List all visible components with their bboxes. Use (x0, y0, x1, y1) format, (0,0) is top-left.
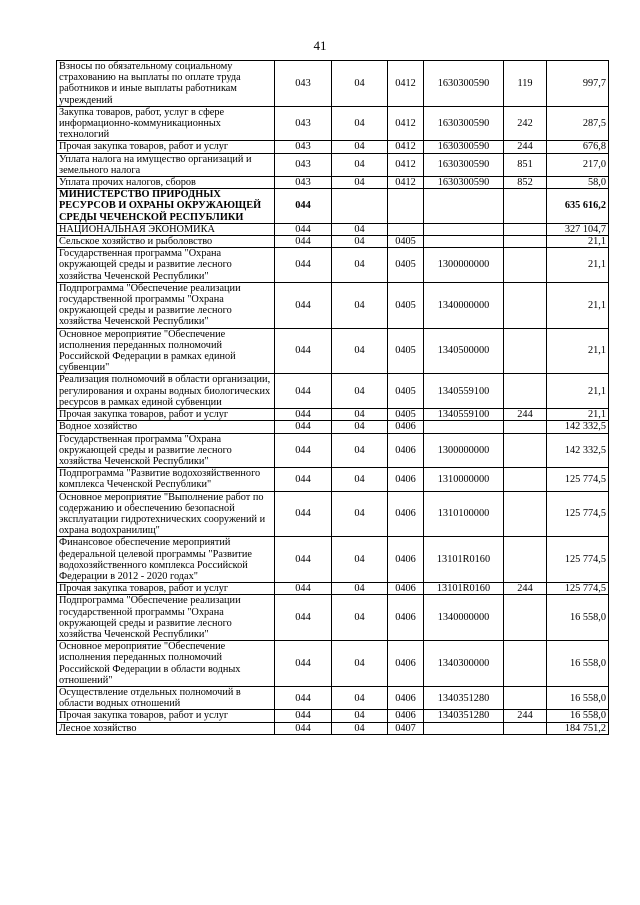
target-article-code: 1340000000 (424, 595, 504, 641)
subsection-code: 0405 (388, 236, 424, 248)
expense-type-code (504, 491, 547, 537)
expense-type-code (504, 641, 547, 687)
target-article-code: 1630300590 (424, 153, 504, 176)
target-article-code: 13101R0160 (424, 537, 504, 583)
section-code: 04 (332, 328, 388, 374)
row-name: Подпрограмма "Обеспечение реализации государственной программы "Охрана окружающей среды и развитие лесного хозяйства Чеченской Республики" (57, 595, 275, 641)
row-name: Подпрограмма "Развитие водохозяйственного комплекса Чеченской Республики" (57, 468, 275, 491)
expense-type-code: 852 (504, 177, 547, 189)
table-row (57, 236, 609, 248)
row-name: Осуществление отдельных полномочий в области водных отношений (57, 686, 275, 709)
section-code: 04 (332, 686, 388, 709)
expense-type-code: 119 (504, 61, 547, 107)
row-name: Сельское хозяйство и рыболовство (57, 236, 275, 248)
amount: 184 751,2 (547, 722, 609, 734)
table-row (57, 106, 609, 141)
target-article-code: 1340559100 (424, 374, 504, 409)
expense-type-code (504, 595, 547, 641)
amount: 58,0 (547, 177, 609, 189)
subsection-code (388, 189, 424, 224)
table-row (57, 141, 609, 153)
amount: 16 558,0 (547, 710, 609, 722)
amount: 635 616,2 (547, 189, 609, 224)
table-row (57, 282, 609, 328)
section-code: 04 (332, 409, 388, 421)
table-row (57, 722, 609, 734)
row-name: МИНИСТЕРСТВО ПРИРОДНЫХ РЕСУРСОВ И ОХРАНЫ ОКРУЖАЮЩЕЙ СРЕДЫ ЧЕЧЕНСКОЙ РЕСПУБЛИКИ (57, 189, 275, 224)
grbs-code: 043 (275, 106, 332, 141)
table-row (57, 177, 609, 189)
target-article-code: 1310000000 (424, 468, 504, 491)
target-article-code: 1630300590 (424, 61, 504, 107)
section-code: 04 (332, 61, 388, 107)
grbs-code: 044 (275, 248, 332, 283)
section-code: 04 (332, 491, 388, 537)
table-row (57, 248, 609, 283)
subsection-code: 0406 (388, 421, 424, 433)
grbs-code: 044 (275, 595, 332, 641)
expense-type-code: 244 (504, 409, 547, 421)
amount: 16 558,0 (547, 686, 609, 709)
amount: 21,1 (547, 374, 609, 409)
section-code: 04 (332, 248, 388, 283)
target-article-code (424, 189, 504, 224)
target-article-code: 1340300000 (424, 641, 504, 687)
grbs-code: 044 (275, 236, 332, 248)
row-name: Уплата прочих налогов, сборов (57, 177, 275, 189)
expense-type-code (504, 282, 547, 328)
grbs-code: 043 (275, 61, 332, 107)
target-article-code (424, 421, 504, 433)
section-code: 04 (332, 153, 388, 176)
section-code: 04 (332, 374, 388, 409)
subsection-code: 0412 (388, 61, 424, 107)
row-name: Прочая закупка товаров, работ и услуг (57, 141, 275, 153)
subsection-code: 0406 (388, 595, 424, 641)
section-code: 04 (332, 236, 388, 248)
expense-type-code: 851 (504, 153, 547, 176)
subsection-code: 0406 (388, 686, 424, 709)
target-article-code: 1340559100 (424, 409, 504, 421)
subsection-code: 0412 (388, 141, 424, 153)
amount: 21,1 (547, 409, 609, 421)
row-name: Основное мероприятие "Выполнение работ по содержанию и обеспечению безопасной эксплуатации гидротехнических сооружений и охрана водохранилищ" (57, 491, 275, 537)
expense-type-code (504, 248, 547, 283)
section-code (332, 189, 388, 224)
target-article-code: 1630300590 (424, 141, 504, 153)
target-article-code: 13101R0160 (424, 583, 504, 595)
amount: 125 774,5 (547, 491, 609, 537)
amount: 125 774,5 (547, 537, 609, 583)
subsection-code: 0412 (388, 153, 424, 176)
subsection-code: 0412 (388, 177, 424, 189)
subsection-code: 0406 (388, 491, 424, 537)
expense-type-code (504, 686, 547, 709)
row-name: Подпрограмма "Обеспечение реализации государственной программы "Охрана окружающей среды и развитие лесного хозяйства Чеченской Республики" (57, 282, 275, 328)
grbs-code: 044 (275, 722, 332, 734)
row-name: Основное мероприятие "Обеспечение исполнения переданных полномочий Российской Федерации в рамках единой субвенции" (57, 328, 275, 374)
amount: 21,1 (547, 328, 609, 374)
subsection-code: 0406 (388, 537, 424, 583)
expense-type-code (504, 223, 547, 235)
section-code: 04 (332, 722, 388, 734)
grbs-code: 043 (275, 153, 332, 176)
row-name: Закупка товаров, работ, услуг в сфере информационно-коммуникационных технологий (57, 106, 275, 141)
amount: 327 104,7 (547, 223, 609, 235)
budget-table (56, 60, 609, 735)
page-number: 41 (313, 38, 327, 53)
target-article-code: 1300000000 (424, 433, 504, 468)
expense-type-code (504, 722, 547, 734)
grbs-code: 043 (275, 141, 332, 153)
section-code: 04 (332, 421, 388, 433)
section-code: 04 (332, 710, 388, 722)
target-article-code (424, 236, 504, 248)
row-name: Реализация полномочий в области организации, регулирования и охраны водных биологических ресурсов в рамках единой субвенции (57, 374, 275, 409)
table-row (57, 537, 609, 583)
grbs-code: 044 (275, 433, 332, 468)
table-row (57, 491, 609, 537)
amount: 125 774,5 (547, 468, 609, 491)
target-article-code: 1630300590 (424, 106, 504, 141)
row-name: Финансовое обеспечение мероприятий федеральной целевой программы "Развитие водохозяйственного комплекса Российской Федерации в 2012 - 2020 годах" (57, 537, 275, 583)
section-code: 04 (332, 106, 388, 141)
subsection-code: 0406 (388, 710, 424, 722)
table-row (57, 595, 609, 641)
row-name: Уплата налога на имущество организаций и земельного налога (57, 153, 275, 176)
grbs-code: 044 (275, 686, 332, 709)
table-row (57, 374, 609, 409)
subsection-code: 0406 (388, 583, 424, 595)
row-name: Водное хозяйство (57, 421, 275, 433)
target-article-code: 1310100000 (424, 491, 504, 537)
grbs-code: 044 (275, 409, 332, 421)
expense-type-code (504, 374, 547, 409)
expense-type-code (504, 433, 547, 468)
target-article-code: 1340500000 (424, 328, 504, 374)
grbs-code: 044 (275, 189, 332, 224)
subsection-code: 0412 (388, 106, 424, 141)
amount: 16 558,0 (547, 595, 609, 641)
grbs-code: 044 (275, 710, 332, 722)
row-name: Прочая закупка товаров, работ и услуг (57, 583, 275, 595)
amount: 676,8 (547, 141, 609, 153)
table-row (57, 468, 609, 491)
subsection-code: 0405 (388, 328, 424, 374)
expense-type-code: 244 (504, 583, 547, 595)
section-code: 04 (332, 223, 388, 235)
amount: 21,1 (547, 282, 609, 328)
table-row (57, 641, 609, 687)
row-name: Прочая закупка товаров, работ и услуг (57, 409, 275, 421)
expense-type-code (504, 328, 547, 374)
section-code: 04 (332, 468, 388, 491)
expense-type-code (504, 189, 547, 224)
subsection-code: 0406 (388, 641, 424, 687)
target-article-code: 1340351280 (424, 710, 504, 722)
table-row (57, 223, 609, 235)
subsection-code: 0405 (388, 374, 424, 409)
row-name: Государственная программа "Охрана окружающей среды и развитие лесного хозяйства Чеченской Республики" (57, 433, 275, 468)
table-row (57, 328, 609, 374)
table-row (57, 61, 609, 107)
grbs-code: 044 (275, 641, 332, 687)
expense-type-code: 244 (504, 141, 547, 153)
amount: 287,5 (547, 106, 609, 141)
amount: 21,1 (547, 248, 609, 283)
table-row (57, 433, 609, 468)
section-code: 04 (332, 282, 388, 328)
amount: 16 558,0 (547, 641, 609, 687)
subsection-code: 0407 (388, 722, 424, 734)
grbs-code: 044 (275, 583, 332, 595)
grbs-code: 043 (275, 177, 332, 189)
grbs-code: 044 (275, 468, 332, 491)
subsection-code: 0405 (388, 282, 424, 328)
grbs-code: 044 (275, 421, 332, 433)
section-code: 04 (332, 177, 388, 189)
section-code: 04 (332, 141, 388, 153)
grbs-code: 044 (275, 491, 332, 537)
expense-type-code (504, 421, 547, 433)
expense-type-code: 244 (504, 710, 547, 722)
amount: 142 332,5 (547, 433, 609, 468)
table-row (57, 583, 609, 595)
target-article-code (424, 223, 504, 235)
target-article-code: 1630300590 (424, 177, 504, 189)
table-row (57, 421, 609, 433)
table-row (57, 686, 609, 709)
table-row (57, 409, 609, 421)
amount: 21,1 (547, 236, 609, 248)
grbs-code: 044 (275, 374, 332, 409)
target-article-code: 1340000000 (424, 282, 504, 328)
table-row (57, 153, 609, 176)
table-row (57, 189, 609, 224)
subsection-code: 0405 (388, 409, 424, 421)
expense-type-code (504, 468, 547, 491)
amount: 142 332,5 (547, 421, 609, 433)
amount: 997,7 (547, 61, 609, 107)
amount: 217,0 (547, 153, 609, 176)
section-code: 04 (332, 583, 388, 595)
expense-type-code (504, 537, 547, 583)
row-name: НАЦИОНАЛЬНАЯ ЭКОНОМИКА (57, 223, 275, 235)
subsection-code: 0406 (388, 433, 424, 468)
row-name: Основное мероприятие "Обеспечение исполнения переданных полномочий Российской Федерации в области водных отношений" (57, 641, 275, 687)
amount: 125 774,5 (547, 583, 609, 595)
subsection-code (388, 223, 424, 235)
table-row (57, 710, 609, 722)
grbs-code: 044 (275, 328, 332, 374)
expense-type-code (504, 236, 547, 248)
expense-type-code: 242 (504, 106, 547, 141)
row-name: Прочая закупка товаров, работ и услуг (57, 710, 275, 722)
row-name: Взносы по обязательному социальному страхованию на выплаты по оплате труда работников и иные выплаты работникам учреждений (57, 61, 275, 107)
row-name: Государственная программа "Охрана окружающей среды и развитие лесного хозяйства Чеченской Республики" (57, 248, 275, 283)
grbs-code: 044 (275, 282, 332, 328)
section-code: 04 (332, 641, 388, 687)
budget-table-body (57, 61, 609, 735)
subsection-code: 0405 (388, 248, 424, 283)
target-article-code: 1340351280 (424, 686, 504, 709)
grbs-code: 044 (275, 537, 332, 583)
grbs-code: 044 (275, 223, 332, 235)
section-code: 04 (332, 433, 388, 468)
section-code: 04 (332, 595, 388, 641)
row-name: Лесное хозяйство (57, 722, 275, 734)
subsection-code: 0406 (388, 468, 424, 491)
target-article-code (424, 722, 504, 734)
target-article-code: 1300000000 (424, 248, 504, 283)
section-code: 04 (332, 537, 388, 583)
